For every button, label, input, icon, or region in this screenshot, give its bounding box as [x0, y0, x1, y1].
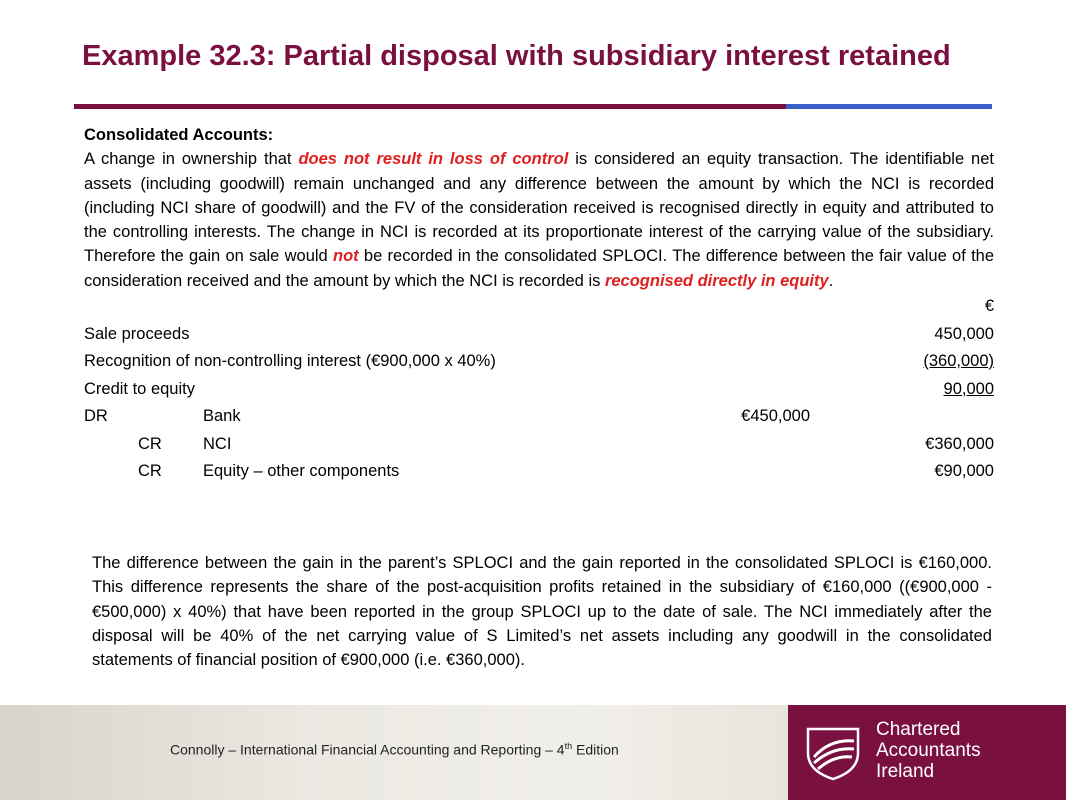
footer-citation: [170, 741, 619, 758]
para-text-1: A change in ownership that: [84, 150, 299, 169]
footer-edition: Edition: [572, 741, 619, 758]
explanation-note-box: [84, 549, 992, 704]
emphasis-no-loss-of-control: does not result in loss of control: [298, 150, 569, 169]
footer-text: Connolly – International Financial Accounting and Reporting – 4: [170, 741, 565, 758]
journal-side: DR: [84, 407, 108, 426]
title-underline-maroon: [74, 104, 786, 109]
swoosh-logo-icon: [802, 721, 864, 783]
para-text-2: is considered an equity transaction. The identifiable net assets (including goodwill) remain unchanged and any difference between the amount by which the NCI is recorded (including NCI share of goodwill) and the FV of the consideration received is recognised directly in equity and attributed to the controlling interests. The change in NCI is recorded at its proportionate interest of the carrying value of the subsidiary. Therefore the gain on sale would: [84, 150, 994, 266]
title-underline-blue: [786, 104, 992, 109]
slide-title: Example 32.3: Partial disposal with subsidiary interest retained: [82, 40, 951, 72]
calc-label: Sale proceeds: [84, 324, 190, 343]
footer-superscript: th: [564, 741, 573, 751]
journal-side: CR: [138, 462, 162, 481]
journal-side: CR: [138, 434, 162, 453]
logo-line-2: Accountants: [876, 740, 981, 761]
calc-label: Credit to equity: [84, 379, 195, 398]
currency-header-row: [84, 293, 994, 321]
para-text-3: be recorded in the consolidated SPLOCI. The difference between the fair value of the consideration received and the amount by which the NCI is recorded is: [84, 247, 995, 290]
journal-account: Bank: [203, 407, 241, 426]
journal-row-dr-bank: [84, 403, 994, 431]
currency-symbol: €: [984, 297, 994, 316]
logo-line-1: Chartered: [876, 719, 961, 740]
para-text-4: .: [828, 271, 834, 290]
logo-line-3: Ireland: [876, 761, 935, 782]
emphasis-not: not: [332, 247, 359, 266]
calc-amount: (360,000): [923, 352, 994, 371]
logo-wordmark: [876, 719, 981, 782]
calc-label: Recognition of non-controlling interest (€900,000 x 40%): [84, 352, 496, 371]
journal-debit-amount: €450,000: [741, 407, 810, 426]
note-text: The difference between the gain in the parent’s SPLOCI and the gain reported in the consolidated SPLOCI is €160,000. This difference represents the share of the post-acquisition profits retained in the subsidiary of €160,000 ((€900,000 - €500,000) x 40%) that have been reported in the group SPLOCI up to the date of sale. The NCI immediately after the disposal will be 40% of the net carrying value of S Limited’s net assets including any goodwill in the consolidated statements of financial position of €900,000 (i.e. €360,000).: [92, 554, 992, 670]
calc-amount: 90,000: [943, 379, 994, 398]
calc-amount: 450,000: [934, 324, 994, 343]
calc-row-sale-proceeds: [84, 321, 994, 349]
slide-content: [84, 123, 994, 486]
calc-row-nci-recognition: [84, 348, 994, 376]
journal-credit-amount: €360,000: [925, 434, 994, 453]
journal-row-cr-equity: [84, 458, 994, 486]
journal-credit-amount: €90,000: [934, 462, 994, 481]
emphasis-recognised-in-equity: recognised directly in equity: [604, 271, 829, 290]
body-paragraph: [84, 147, 994, 293]
journal-account: Equity – other components: [203, 462, 400, 481]
calc-row-credit-to-equity: [84, 376, 994, 404]
section-heading: Consolidated Accounts:: [84, 126, 274, 144]
journal-row-cr-nci: [84, 431, 994, 459]
chartered-accountants-ireland-logo: [788, 705, 1066, 800]
journal-account: NCI: [203, 434, 232, 453]
